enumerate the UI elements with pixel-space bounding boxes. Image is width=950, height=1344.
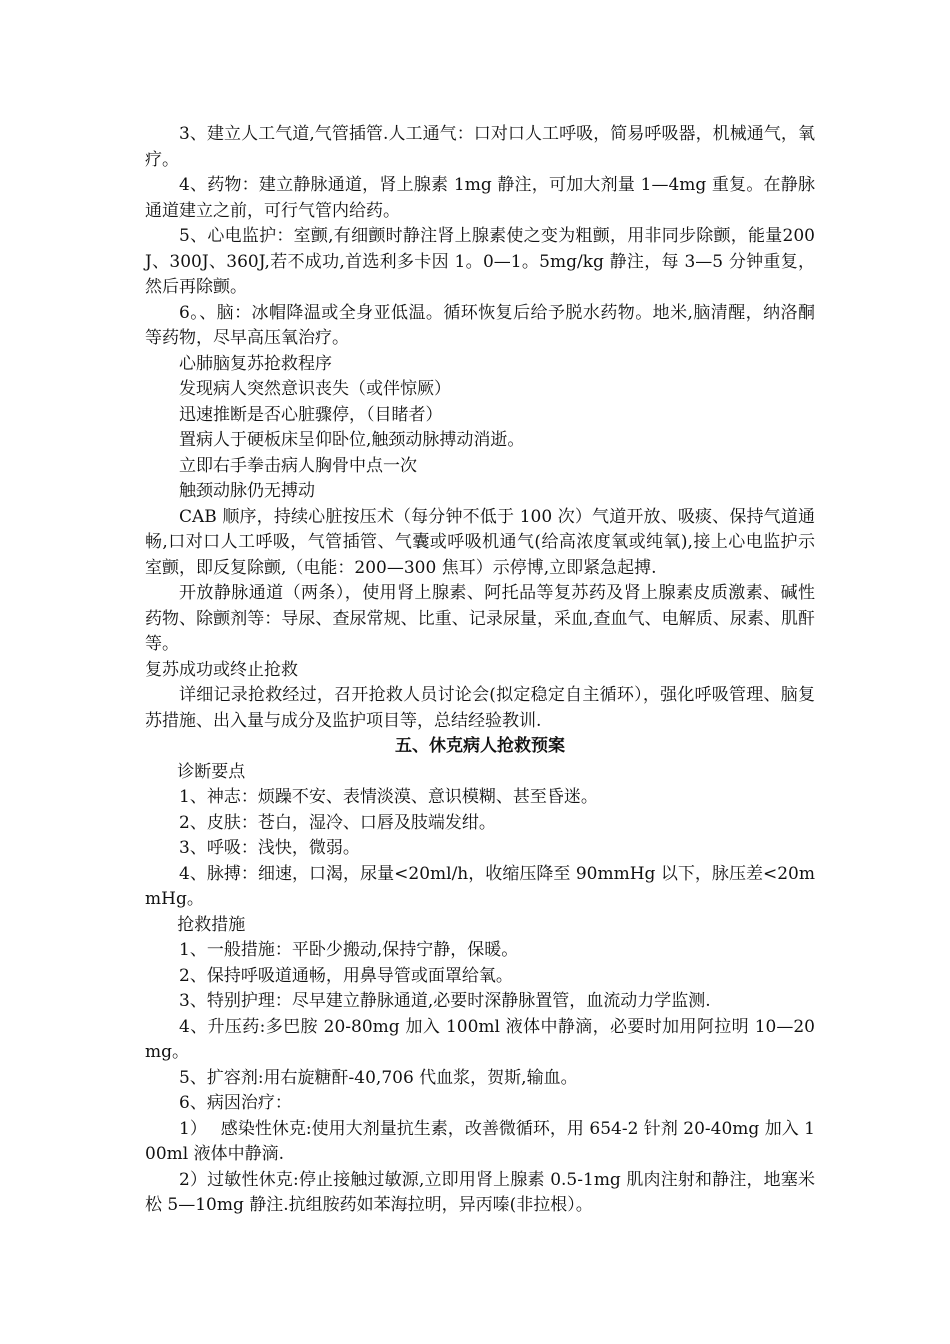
paragraph-step-outcome: 复苏成功或终止抢救 — [145, 659, 298, 680]
paragraph-measure-vasopressor: 4、升压药:多巴胺 20-80mg 加入 100ml 液体中静滴，必要时加用阿拉明 10—20mg。 — [145, 1016, 815, 1062]
paragraph-measures-title: 抢救措施 — [177, 914, 246, 935]
paragraph-septic-shock: 1） 感染性休克:使用大剂量抗生素，改善微循环，用 654-2 针剂 20-40mg 加入 100ml 液体中静滴. — [145, 1118, 815, 1164]
paragraph-brain: 6。、脑：冰帽降温或全身亚低温。循环恢复后给予脱水药物。地米,脑清醒，纳洛酮等药物，尽早高压氧治疗。 — [145, 302, 815, 348]
paragraph-diagnosis-skin: 2、皮肤：苍白，湿冷、口唇及肢端发绀。 — [179, 812, 496, 833]
paragraph-measure-general: 1、一般措施：平卧少搬动,保持宁静，保暖。 — [179, 940, 519, 960]
paragraph-step-no-pulse: 触颈动脉仍无搏动 — [179, 481, 315, 501]
paragraph-anaphylactic-shock: 2）过敏性休克:停止接触过敏源,立即用肾上腺素 0.5-1mg 肌肉注射和静注，地塞米松 5—10mg 静注.抗组胺药如苯海拉明，异丙嗪(非拉根）。 — [145, 1169, 815, 1215]
paragraph-measure-airway: 2、保持呼吸道通畅，用鼻导管或面罩给氧。 — [179, 965, 513, 986]
paragraph-diagnosis-pulse: 4、脉搏：细速，口渴，尿量<20ml/h，收缩压降至 90mmHg 以下，脉压差<20mmHg。 — [145, 863, 815, 909]
document-body — [145, 122, 815, 1219]
paragraph-step-cab: CAB 顺序，持续心脏按压术（每分钟不低于 100 次）气道开放、吸痰、保持气道通畅,口对口人工呼吸，气管插管、气囊或呼吸机通气(给高浓度氧或纯氧),接上心电监护示室颤，即反复除颤,（电能：200—300 焦耳）示停博,立即紧急起搏. — [145, 506, 815, 578]
paragraph-drugs: 4、药物：建立静脉通道，肾上腺素 1mg 静注，可加大剂量 1—4mg 重复。在静脉通道建立之前，可行气管内给药。 — [145, 175, 815, 221]
paragraph-ecg-monitoring: 5、心电监护：室颤,有细颤时静注肾上腺素使之变为粗颤，用非同步除颤，能量200J、300J、360J,若不成功,首选利多卡因 1。0—1。5mg/kg 静注，每 3—5 分钟重复，然后再除颤。 — [145, 226, 815, 297]
paragraph-diagnosis-consciousness: 1、神志：烦躁不安、表情淡漠、意识模糊、甚至昏迷。 — [179, 787, 598, 807]
paragraph-step-position: 置病人于硬板床呈仰卧位,触颈动脉搏动消逝。 — [179, 430, 525, 450]
section-heading-shock: 五、休克病人抢救预案 — [395, 736, 565, 756]
paragraph-step-discover: 发现病人突然意识丧失（或伴惊厥） — [179, 379, 451, 399]
paragraph-diagnosis-breathing: 3、呼吸：浅快，微弱。 — [179, 838, 360, 858]
paragraph-cpr-procedure-title: 心肺脑复苏抢救程序 — [179, 353, 332, 374]
paragraph-step-judge: 迅速推断是否心脏骤停，（目睹者） — [179, 404, 443, 425]
paragraph-measure-volume-expander: 5、扩容剂:用右旋糖酐-40,706 代血浆，贺斯,输血。 — [179, 1067, 578, 1088]
paragraph-step-precordial-thump: 立即右手拳击病人胸骨中点一次 — [179, 455, 417, 476]
paragraph-diagnosis-title: 诊断要点 — [177, 761, 246, 782]
paragraph-step-record: 详细记录抢救经过，召开抢救人员讨论会(拟定稳定自主循环），强化呼吸管理、脑复苏措施、出入量与成分及监护项目等，总结经验教训. — [145, 685, 815, 731]
paragraph-step-iv-access: 开放静脉通道（两条），使用肾上腺素、阿托品等复苏药及肾上腺素皮质激素、碱性药物、除颤剂等：导尿、查尿常规、比重、记录尿量，采血,查血气、电解质、尿素、肌酐等。 — [145, 583, 815, 654]
paragraph-measure-nursing: 3、特别护理：尽早建立静脉通道,必要时深静脉置管，血流动力学监测. — [179, 991, 711, 1011]
paragraph-airway: 3、建立人工气道,气管插管.人工通气：口对口人工呼吸，简易呼吸器，机械通气，氧疗。 — [145, 124, 815, 170]
paragraph-measure-etiology: 6、病因治疗： — [179, 1093, 292, 1113]
